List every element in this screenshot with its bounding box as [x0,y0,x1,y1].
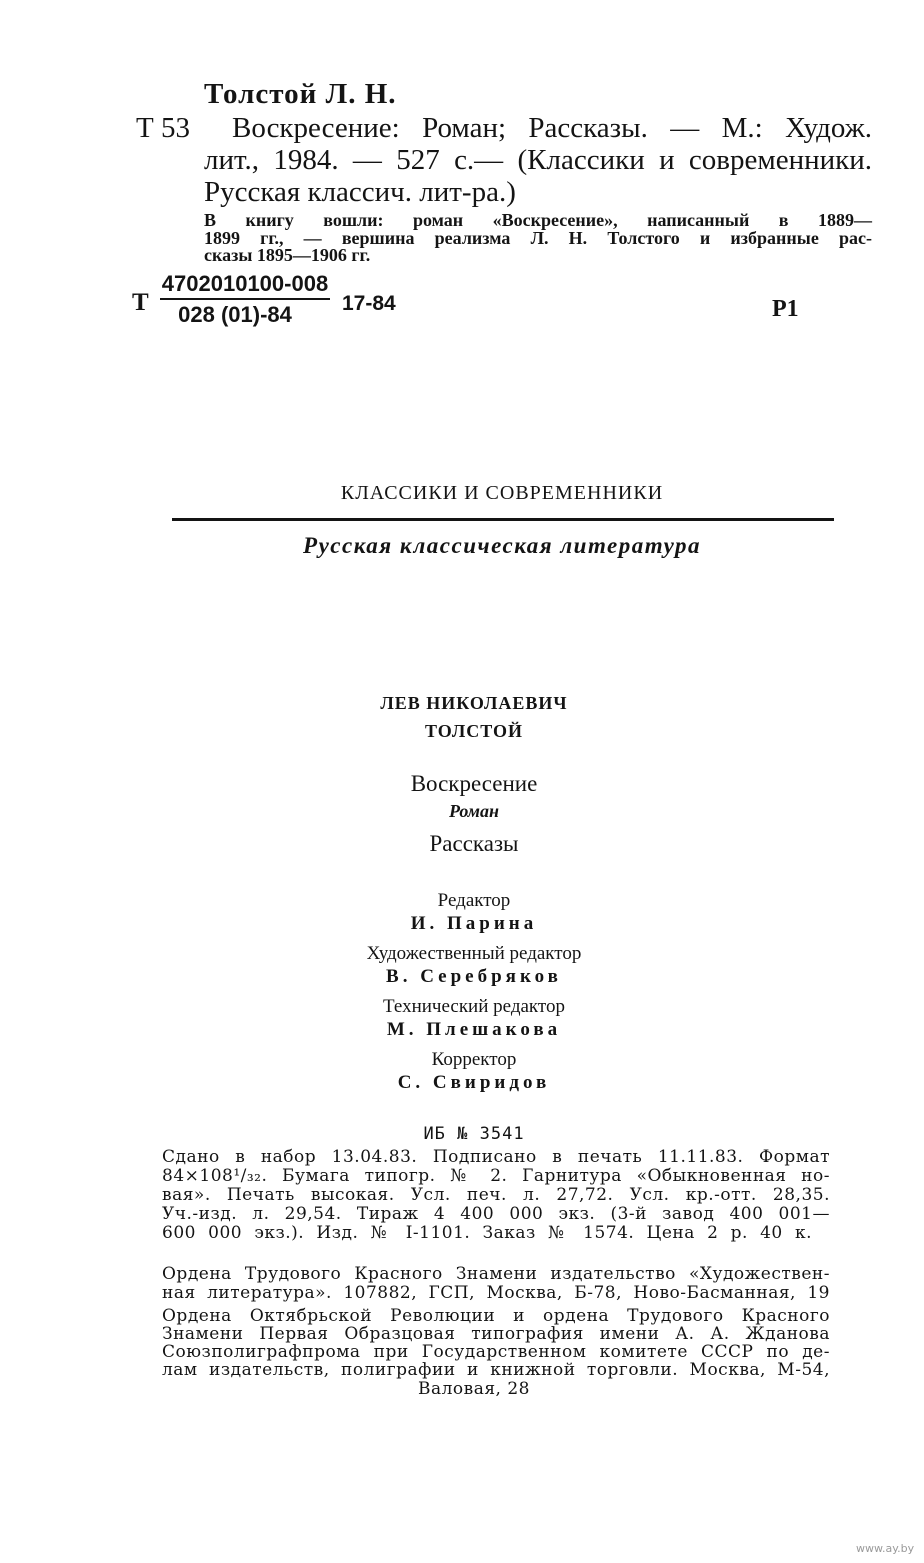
printer-street: Валовая, 28 [417,1379,531,1399]
work-genre: Роман [449,801,499,821]
series-divider [172,518,834,521]
credit-role: Корректор [431,1049,517,1070]
print-info-line: вая». Печать высокая. Усл. печ. л. 27,72. Усл. кр.-отт. 28,35. [162,1185,830,1205]
code-letter: Т [132,289,149,316]
print-info-line: 84×108¹/₃₂. Бумага типогр. № 2. Гарнитура «Обыкновенная но- [162,1166,830,1186]
credit-name: С. Свиридов [397,1072,551,1093]
author-first-names: ЛЕВ НИКОЛАЕВИЧ [380,693,568,713]
printer-line: Ордена Октябрьской Революции и ордена Трудового Красного [162,1306,830,1326]
printer-line: лам издательств, полиграфии и книжной торговли. Москва, М-54, [162,1360,830,1380]
fraction-bar [160,298,330,300]
print-info-line: 600 000 экз.). Изд. № I-1101. Заказ № 1574. Цена 2 р. 40 к. [162,1223,812,1243]
catalog-annotation-line: В книгу вошли: роман «Воскресение», написанный в 1889— [204,210,872,230]
catalog-entry-line: Русская классич. лит-ра.) [204,176,516,208]
credit-name: М. Плешакова [386,1019,562,1040]
code-fraction-denominator: 028 (01)-84 [178,302,292,327]
credit-name: И. Парина [410,913,538,934]
credit-role: Художественный редактор [366,943,582,964]
code-suffix: 17-84 [342,292,396,315]
publisher-line: Ордена Трудового Красного Знамени издательство «Художествен- [162,1264,830,1284]
credit-name: В. Серебряков [386,966,562,987]
catalog-annotation-line: 1899 гг., — вершина реализма Л. Н. Толстого и избранные рас- [204,228,872,248]
catalog-annotation-line: сказы 1895—1906 гг. [204,245,371,265]
code-fraction-numerator: 4702010100-008 [161,271,329,296]
print-info-line: Уч.-изд. л. 29,54. Тираж 4 400 000 экз. (3-й завод 400 001— [162,1204,830,1224]
author-heading: Толстой Л. Н. [204,78,397,110]
catalog-entry-line: Воскресение: Роман; Рассказы. — М.: Худож. [232,112,872,144]
publisher-line: ная литература». 107882, ГСП, Москва, Б-78, Ново-Басманная, 19 [162,1283,830,1303]
ib-number: ИБ № 3541 [423,1124,525,1144]
work-title: Воскресение [410,771,538,796]
credit-role: Технический редактор [383,996,565,1017]
series-name: КЛАССИКИ И СОВРЕМЕННИКИ [340,482,664,504]
printer-line: Союзполиграфпрома при Государственном комитете СССР по де- [162,1342,830,1362]
print-info-line: Сдано в набор 13.04.83. Подписано в печать 11.11.83. Формат [162,1147,830,1167]
call-number: Т 53 [136,112,190,144]
stories-title: Рассказы [429,831,519,856]
credit-role: Редактор [437,890,511,911]
watermark: www.ay.by [856,1542,915,1555]
classification-code: Р1 [772,296,799,322]
series-subseries: Русская классическая литература [303,533,701,558]
printer-line: Знамени Первая Образцовая типография имени А. А. Жданова [162,1324,830,1344]
catalog-entry-line: лит., 1984. — 527 с.— (Классики и современники. [204,144,872,176]
author-last-name: ТОЛСТОЙ [424,721,524,741]
